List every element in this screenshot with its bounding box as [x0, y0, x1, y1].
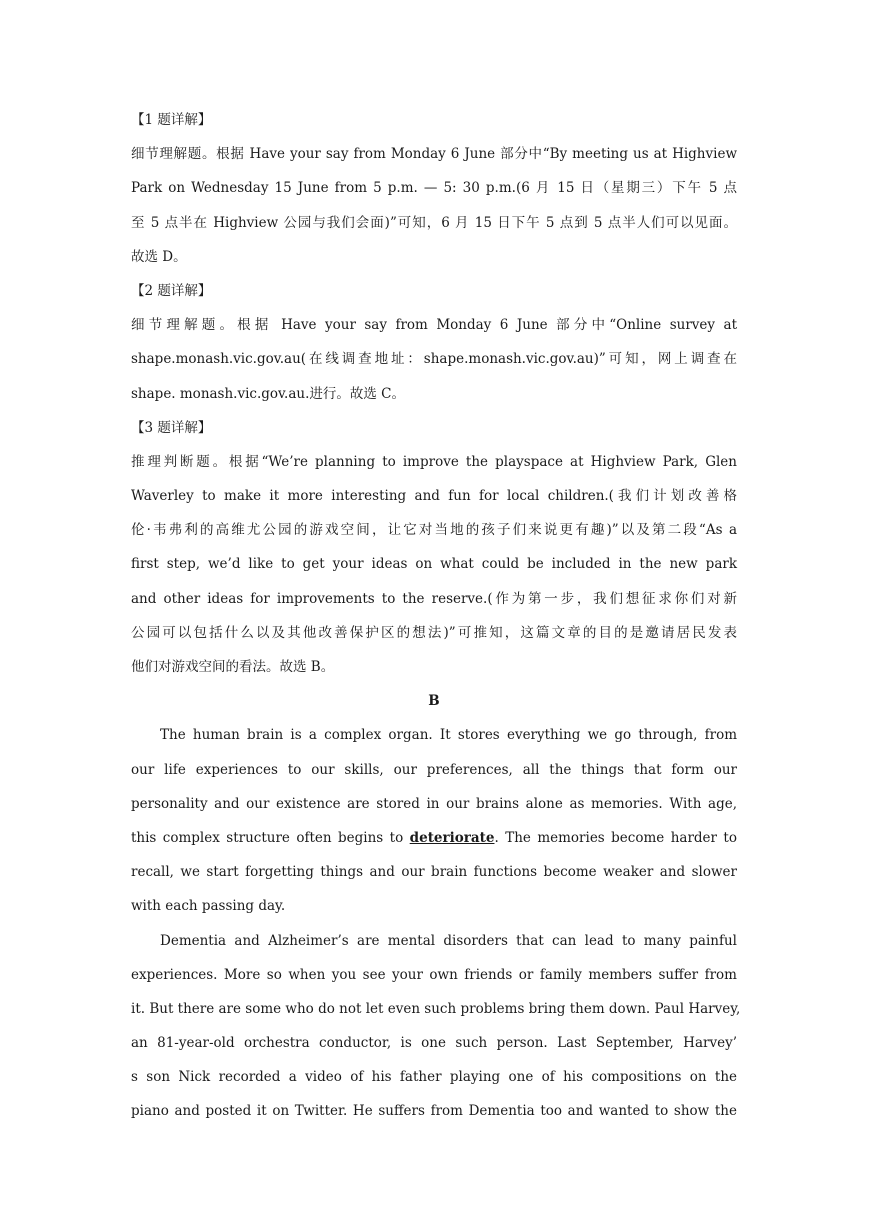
q3-line: first step, we’d like to get your ideas on what could be included in the new park — [131, 556, 737, 573]
passage-line: s son Nick recorded a video of his father playing one of his compositions on the — [131, 1069, 737, 1086]
q3-line: 推理判断题。根据“We’re planning to improve the playspace at Highview Park, Glen — [131, 453, 737, 470]
q2-heading: 【2 题详解】 — [131, 282, 212, 299]
section-title: B — [428, 693, 440, 710]
q2-line: shape.monash.vic.gov.au(在线调查地址：shape.monash.vic.gov.au)”可知，网上调查在 — [131, 351, 737, 368]
passage-line: personality and our existence are stored in our brains alone as memories. With age, — [131, 795, 737, 812]
q1-line: Park on Wednesday 15 June from 5 p.m. — 5: 30 p.m.(6 月 15 日（星期三）下午 5 点 — [131, 180, 737, 197]
passage-line: experiences. More so when you see your own friends or family members suffer from — [131, 966, 737, 983]
passage-line: an 81-year-old orchestra conductor, is one such person. Last September, Harvey’ — [131, 1035, 737, 1052]
document-page — [131, 103, 741, 1129]
passage-line: our life experiences to our skills, our preferences, all the things that form our — [131, 761, 737, 778]
q3-line: 他们对游戏空间的看法。故选 B。 — [131, 659, 335, 675]
passage-line: it. But there are some who do not let even such problems bring them down. Paul Harvey, — [131, 1000, 741, 1017]
q3-line: 公园可以包括什么以及其他改善保护区的想法)”可推知，这篇文章的目的是邀请居民发表 — [131, 624, 737, 641]
q3-heading: 【3 题详解】 — [131, 419, 212, 436]
passage-text: this complex structure often begins to — [131, 829, 410, 846]
passage-line: with each passing day. — [131, 898, 286, 915]
passage-line: piano and posted it on Twitter. He suffers from Dementia too and wanted to show the — [131, 1103, 737, 1120]
q1-line: 细节理解题。根据 Have your say from Monday 6 June 部分中“By meeting us at Highview — [131, 146, 737, 163]
q1-line: 至 5 点半在 Highview 公园与我们会面)”可知，6 月 15 日下午 5 点到 5 点半人们可以见面。 — [131, 214, 737, 231]
passage-line: recall, we start forgetting things and our brain functions become weaker and slower — [131, 864, 737, 881]
passage-text: . The memories become harder to — [494, 829, 737, 846]
passage-line — [131, 821, 737, 855]
q3-line: Waverley to make it more interesting and fun for local children.(我们计划改善格 — [131, 488, 737, 505]
q1-line: 故选 D。 — [131, 248, 187, 265]
passage-line: The human brain is a complex organ. It stores everything we go through, from — [160, 727, 737, 744]
passage-line: Dementia and Alzheimer’s are mental disorders that can lead to many painful — [160, 932, 737, 949]
highlighted-word: deteriorate — [409, 829, 495, 846]
q1-heading: 【1 题详解】 — [131, 112, 212, 128]
q3-line: 伦·韦弗利的高维尤公园的游戏空间，让它对当地的孩子们来说更有趣)”以及第二段“As a — [131, 522, 737, 539]
q2-line: shape. monash.vic.gov.au.进行。故选 C。 — [131, 385, 406, 402]
q2-line: 细节理解题。根据 Have your say from Monday 6 June 部分中“Online survey at — [131, 317, 737, 334]
q3-line: and other ideas for improvements to the reserve.(作为第一步，我们想征求你们对新 — [131, 590, 737, 607]
